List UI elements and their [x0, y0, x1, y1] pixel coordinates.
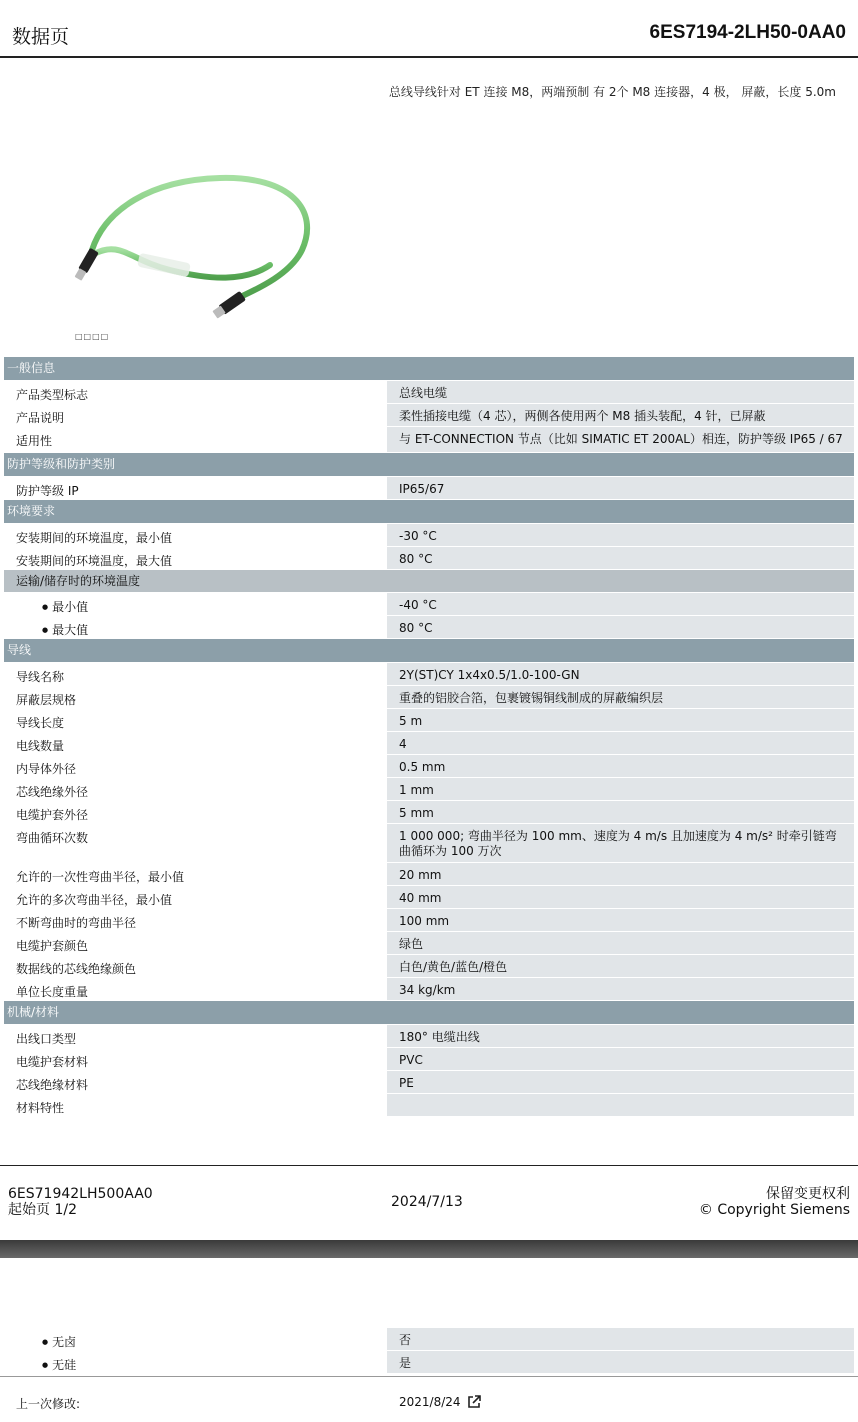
- row-label: 出线口类型: [4, 1025, 387, 1047]
- footer-order-number: 6ES71942LH500AA0: [8, 1186, 153, 1202]
- row-label: 电缆护套材料: [4, 1048, 387, 1070]
- table-row: [4, 1071, 854, 1093]
- row-value: 5 mm: [387, 801, 854, 823]
- cable-product-image: [70, 170, 320, 335]
- row-value: 总线电缆: [387, 381, 854, 403]
- table-row: [4, 686, 854, 708]
- row-label: 单位长度重量: [4, 978, 387, 1000]
- product-description: 总线导线针对 ET 连接 M8，两端预制 有 2个 M8 连接器，4 极， 屏蔽，长度 5.0m: [388, 85, 836, 99]
- table-row: [4, 1351, 854, 1373]
- row-label: 芯线绝缘外径: [4, 778, 387, 800]
- table-row: [4, 824, 854, 862]
- table-row: [4, 886, 854, 908]
- row-value: 80 °C: [387, 547, 854, 569]
- table-row: [4, 1094, 854, 1116]
- last-modified: [0, 1376, 858, 1411]
- row-value: 5 m: [387, 709, 854, 731]
- row-label: 材料特性: [4, 1094, 387, 1116]
- section-header-environment: 环境要求: [4, 500, 854, 523]
- subsection-header-transport-temperature: 运输/储存时的环境温度: [4, 570, 854, 592]
- row-value: 4: [387, 732, 854, 754]
- last-modified-label: 上一次修改:: [16, 1397, 81, 1411]
- row-label: 不断弯曲时的弯曲半径: [4, 909, 387, 931]
- table-row: [4, 955, 854, 977]
- row-label: ● 最小值: [4, 593, 387, 615]
- row-value: 34 kg/km: [387, 978, 854, 1000]
- table-row: [4, 477, 854, 499]
- table-row: [4, 1048, 854, 1070]
- row-label: 允许的多次弯曲半径，最小值: [4, 886, 387, 908]
- row-label: 芯线绝缘材料: [4, 1071, 387, 1093]
- external-link-icon[interactable]: [467, 1395, 481, 1409]
- table-row: [4, 1328, 854, 1350]
- row-value: 白色/黄色/蓝色/橙色: [387, 955, 854, 977]
- footer-right: [699, 1186, 850, 1218]
- footer-rights: 保留变更权利: [766, 1186, 850, 1202]
- section-header-mechanical: 机械/材料: [4, 1001, 854, 1024]
- page-header: [0, 0, 858, 58]
- section-header-cable: 导线: [4, 639, 854, 662]
- header-rule: [0, 56, 858, 58]
- last-modified-value: 2021/8/24: [399, 1395, 461, 1409]
- table-row: [4, 663, 854, 685]
- row-label: 弯曲循环次数: [4, 824, 387, 862]
- row-value: 100 mm: [387, 909, 854, 931]
- row-label: 内导体外径: [4, 755, 387, 777]
- row-label: 数据线的芯线绝缘颜色: [4, 955, 387, 977]
- row-label: 导线长度: [4, 709, 387, 731]
- row-value: 80 °C: [387, 616, 854, 638]
- table-row: [4, 932, 854, 954]
- row-value: 20 mm: [387, 863, 854, 885]
- row-value: 重叠的铝胶合箔，包裹镀锡铜线制成的屏蔽编织层: [387, 686, 854, 708]
- row-label: 屏蔽层规格: [4, 686, 387, 708]
- row-value: [387, 1094, 854, 1116]
- row-label: 防护等级 IP: [4, 477, 387, 499]
- table-row: [4, 524, 854, 546]
- row-label: 电缆护套颜色: [4, 932, 387, 954]
- spec-table-page2: [4, 1328, 854, 1374]
- row-value: PE: [387, 1071, 854, 1093]
- table-row: [4, 1025, 854, 1047]
- table-row: [4, 863, 854, 885]
- section-header-general: 一般信息: [4, 357, 854, 380]
- table-row: [4, 593, 854, 615]
- row-label: ● 无卤: [4, 1328, 387, 1350]
- table-row: [4, 404, 854, 426]
- table-row: [4, 909, 854, 931]
- product-number: 6ES7194-2LH50-0AA0: [649, 22, 846, 43]
- row-value: 绿色: [387, 932, 854, 954]
- row-label: 产品类型标志: [4, 381, 387, 403]
- table-row: [4, 801, 854, 823]
- row-value: -30 °C: [387, 524, 854, 546]
- row-value: IP65/67: [387, 477, 854, 499]
- footer-date: 2024/7/13: [391, 1194, 463, 1210]
- row-label: 安装期间的环境温度，最大值: [4, 547, 387, 569]
- row-value: 40 mm: [387, 886, 854, 908]
- row-label: 导线名称: [4, 663, 387, 685]
- table-row: [4, 978, 854, 1000]
- table-row: [4, 732, 854, 754]
- row-value: 1 mm: [387, 778, 854, 800]
- spec-table: [4, 357, 854, 1117]
- row-value: 2Y(ST)CY 1x4x0.5/1.0-100-GN: [387, 663, 854, 685]
- table-row: [4, 755, 854, 777]
- row-label: ● 无硅: [4, 1351, 387, 1373]
- table-row: [4, 709, 854, 731]
- row-label: 产品说明: [4, 404, 387, 426]
- table-row: [4, 427, 854, 452]
- row-value: 1 000 000; 弯曲半径为 100 mm、速度为 4 m/s 且加速度为 4 m/s² 时牵引链弯曲循环为 100 万次: [387, 824, 854, 862]
- row-value: 柔性插接电缆（4 芯），两侧各使用两个 M8 插头装配，4 针，已屏蔽: [387, 404, 854, 426]
- row-value: 180° 电缆出线: [387, 1025, 854, 1047]
- table-row: [4, 381, 854, 403]
- last-modified-value-group: [399, 1395, 481, 1409]
- row-value: 与 ET-CONNECTION 节点（比如 SIMATIC ET 200AL）相连，防护等级 IP65 / 67: [387, 427, 854, 452]
- footer-copyright: © Copyright Siemens: [698, 1202, 850, 1218]
- table-row: [4, 778, 854, 800]
- row-value: 0.5 mm: [387, 755, 854, 777]
- page-title: 数据页: [12, 26, 70, 48]
- row-label: ● 最大值: [4, 616, 387, 638]
- page-footer: [0, 1165, 858, 1241]
- section-header-protection: 防护等级和防护类别: [4, 453, 854, 476]
- table-row: [4, 547, 854, 569]
- row-value: PVC: [387, 1048, 854, 1070]
- image-caption: □□□□: [75, 332, 110, 341]
- row-label: 适用性: [4, 427, 387, 452]
- footer-left: [8, 1186, 153, 1218]
- row-label: 电缆护套外径: [4, 801, 387, 823]
- row-label: 电线数量: [4, 732, 387, 754]
- row-label: 允许的一次性弯曲半径，最小值: [4, 863, 387, 885]
- row-value: 是: [387, 1351, 854, 1373]
- table-row: [4, 616, 854, 638]
- row-label: 安装期间的环境温度，最小值: [4, 524, 387, 546]
- row-value: 否: [387, 1328, 854, 1350]
- footer-page-label: 起始页 1/2: [8, 1202, 77, 1218]
- row-value: -40 °C: [387, 593, 854, 615]
- page-separator-bar: [0, 1240, 858, 1258]
